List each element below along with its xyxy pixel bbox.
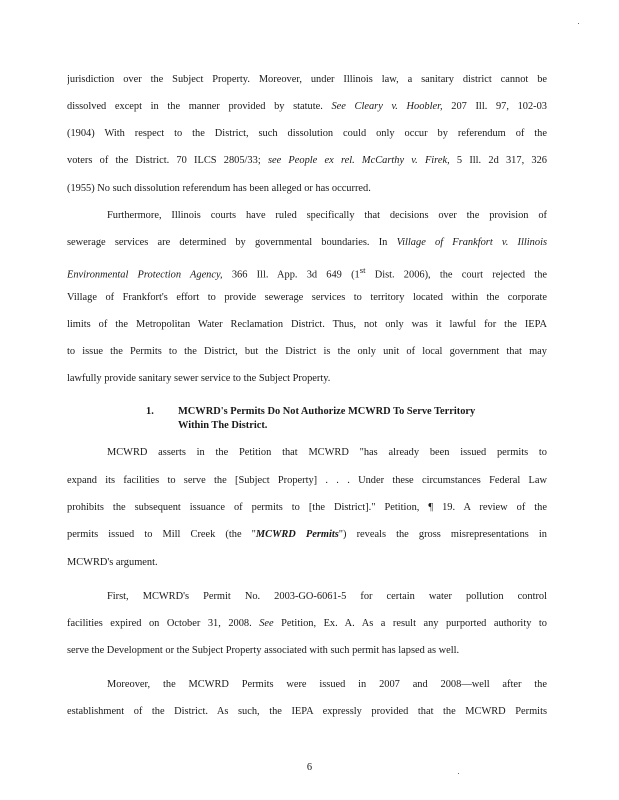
text-line: establishment of the District. As such, the IEPA expressly provided that the MCWRD Permits [67, 706, 547, 717]
heading-line: Within The District. [178, 420, 268, 431]
text-line: permits issued to Mill Creek (the "MCWRD Permits") reveals the gross misrepresentations in [67, 529, 547, 540]
text-line: MCWRD asserts in the Petition that MCWRD "has already been issued permits to [107, 447, 547, 458]
text-line: expand its facilities to serve the [Subject Property] . . . Under these circumstances Federal Law [67, 475, 547, 486]
text-line: Moreover, the MCWRD Permits were issued in 2007 and 2008—well after the [107, 679, 547, 690]
text-line: (1955) No such dissolution referendum has been alleged or has occurred. [67, 183, 371, 194]
scan-speck [458, 773, 459, 774]
text-line: dissolved except in the manner provided by statute. See Cleary v. Hoobler, 207 Ill. 97, 102-03 [67, 101, 547, 112]
text-line: First, MCWRD's Permit No. 2003-GO-6061-5 for certain water pollution control [107, 591, 547, 602]
scan-speck [578, 23, 579, 24]
text-line: sewerage services are determined by governmental boundaries. In Village of Frankfort v. Illinois [67, 237, 547, 248]
heading-number: 1. [146, 406, 154, 417]
text-line: to issue the Permits to the District, but the District is the only unit of local government that may [67, 346, 547, 357]
text-line: prohibits the subsequent issuance of permits to [the District]." Petition, ¶ 19. A review of the [67, 502, 547, 513]
text-line: MCWRD's argument. [67, 557, 158, 568]
text-line: Environmental Protection Agency, 366 Ill. App. 3d 649 (1st Dist. 2006), the court rejected the [67, 265, 547, 281]
text-line: Furthermore, Illinois courts have ruled specifically that decisions over the provision of [107, 210, 547, 221]
text-line: lawfully provide sanitary sewer service to the Subject Property. [67, 373, 331, 384]
text-line: limits of the Metropolitan Water Reclamation District. Thus, not only was it lawful for the IEPA [67, 319, 547, 330]
text-line: Village of Frankfort's effort to provide sewerage services to territory located within the corporate [67, 292, 547, 303]
text-line: serve the Development or the Subject Property associated with such permit has lapsed as well. [67, 645, 460, 656]
page-number: 6 [306, 762, 313, 773]
heading-line: MCWRD's Permits Do Not Authorize MCWRD To Serve Territory [178, 406, 476, 417]
text-line: voters of the District. 70 ILCS 2805/33; see People ex rel. McCarthy v. Firek, 5 Ill. 2d 317, 326 [67, 155, 547, 166]
text-line: (1904) With respect to the District, such dissolution could only occur by referendum of the [67, 128, 547, 139]
text-line: facilities expired on October 31, 2008. See Petition, Ex. A. As a result any purported authority to [67, 618, 547, 629]
text-line: jurisdiction over the Subject Property. Moreover, under Illinois law, a sanitary district cannot be [67, 74, 547, 85]
